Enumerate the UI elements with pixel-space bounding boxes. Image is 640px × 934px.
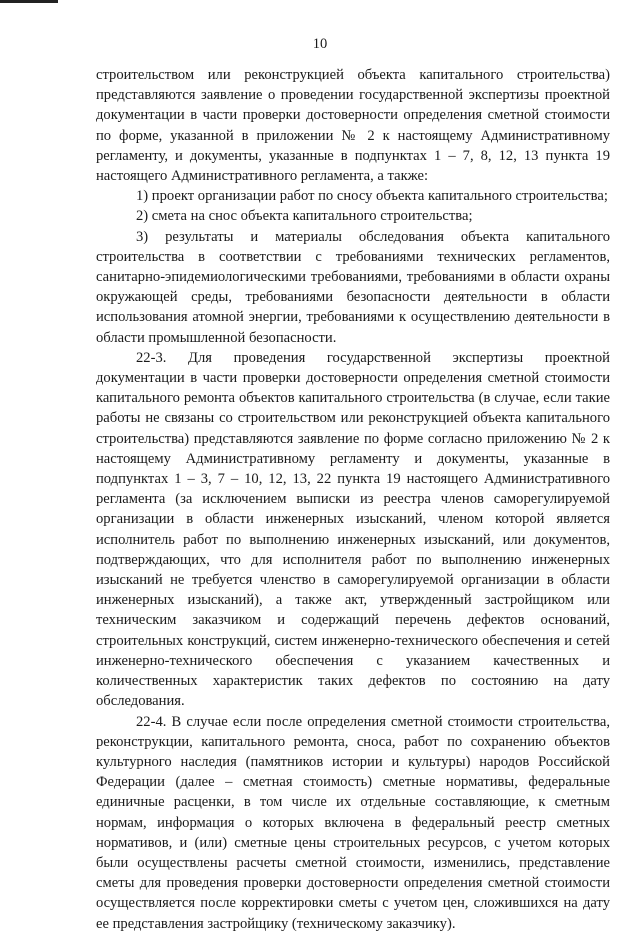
scan-edge-mark	[0, 0, 58, 3]
list-item-1: 1) проект организации работ по сносу объекта капитального строительства;	[136, 188, 608, 205]
paragraph-22-4: 22-4. В случае если после определения сметной стоимости строительства, реконструкции, капитального ремонта, сноса, работ по сохранению объектов культурного наследия (памятников истории и культуры) народов Российской Федерации (далее – сметная стоимость) сметные нормативы, федеральные единичные расценки, в том числе их отдельные составляющие, к сметным нормам, информация о которых включена в федеральный реестр сметных нормативов, и (или) сметные цены строительных ресурсов, с учетом которых были осуществлены расчеты сметной стоимости, изменились, представление сметы для проведения проверки достоверности определения сметной стоимости осуществляется после корректировки сметы с учетом цен, сложившихся на дату ее представления застройщику (техническому заказчику).	[96, 713, 610, 932]
paragraph-continuation: строительством или реконструкцией объекта капитального строительства) представляются заявление о проведении государственной экспертизы проектной документации в части проверки достоверности определения сметной стоимости по форме, указанной в приложении № 2 к настоящему Административному регламенту, и документы, указанные в подпунктах 1 – 7, 8, 12, 13 пункта 19 настоящего Административного регламента, а также:	[96, 67, 610, 185]
paragraph-22-3: 22-3. Для проведения государственной экспертизы проектной документации в части проверки достоверности определения сметной стоимости капитального ремонта объектов капитального строительства (в случае, если такие работы не связаны со строительством или реконструкцией объекта капитального строительства) представляются заявление по форме согласно приложению № 2 к настоящему Административному регламенту и документы, указанные в подпунктах 1 – 3, 7 – 10, 12, 13, 22 пункта 19 настоящего Административного регламента (за исключением выписки из реестра членов саморегулируемой организации в области инженерных изысканий, членом которой является исполнитель работ по выполнению инженерных изысканий, или документов, подтверждающих, что для исполнителя работ по выполнению инженерных изысканий не требуется членство в саморегулируемой организации в области инженерных изысканий), а также акт, утвержденный застройщиком или техническим заказчиком и содержащий перечень дефектов оснований, строительных конструкций, систем инженерно-технического обеспечения и сетей инженерно-технического обеспечения с указанием качественных и количественных характеристик таких дефектов по состоянию на дату обследования.	[96, 349, 610, 710]
document-body	[96, 65, 610, 934]
page-number: 10	[312, 36, 328, 52]
list-item-2: 2) смета на снос объекта капитального строительства;	[136, 208, 473, 225]
list-item-3: 3) результаты и материалы обследования объекта капитального строительства в соответствии с требованиями технических регламентов, санитарно-эпидемиологическими требованиями, требованиями в области охраны окружающей среды, требованиями безопасности деятельности в области использования атомной энергии, требованиями к осуществлению деятельности в области промышленной безопасности.	[96, 228, 610, 346]
